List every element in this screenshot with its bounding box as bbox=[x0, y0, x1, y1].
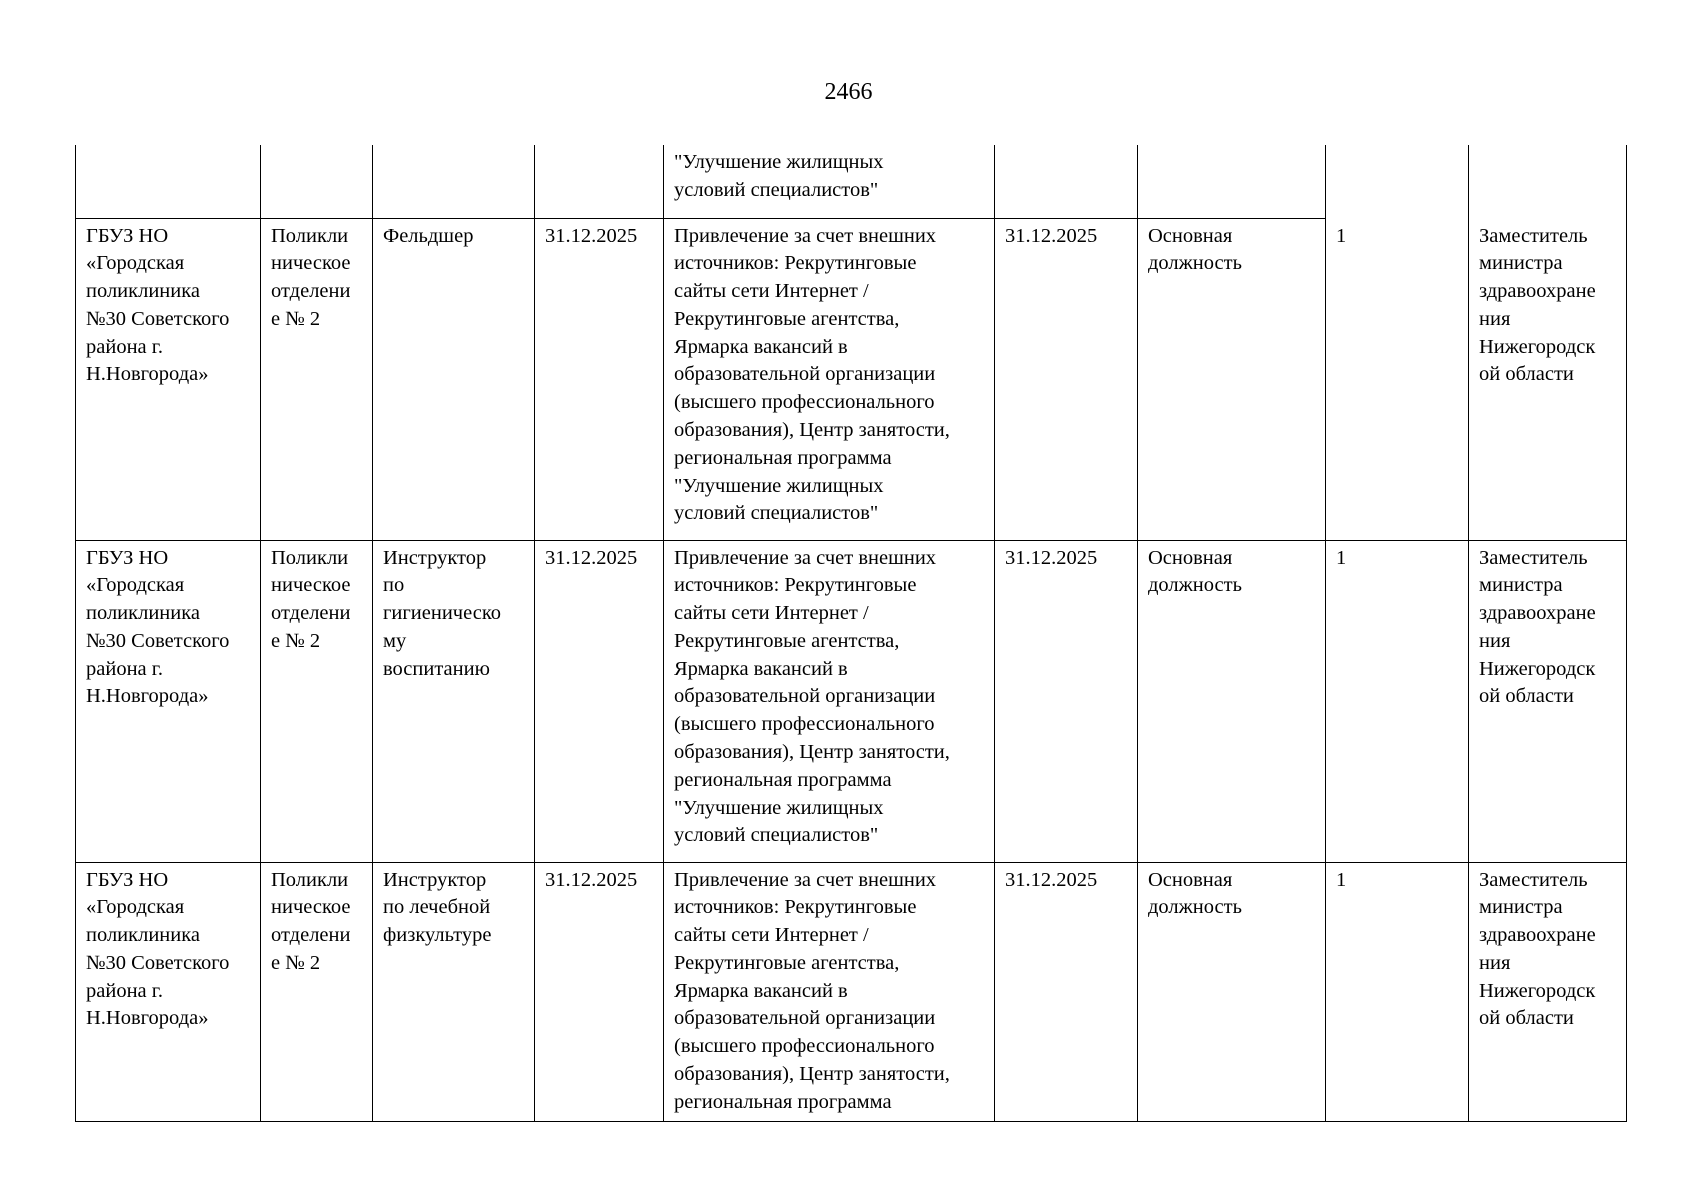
count-text: 1 bbox=[1336, 224, 1347, 247]
cell-job-type bbox=[1138, 862, 1326, 1121]
cell-responsible bbox=[1469, 540, 1627, 862]
cell-organization bbox=[76, 145, 261, 218]
date-text: 31.12.2025 bbox=[545, 868, 638, 891]
job-type-text: Основная должность bbox=[1148, 224, 1242, 275]
cell-responsible bbox=[1469, 862, 1627, 1121]
cell-count bbox=[1326, 862, 1469, 1121]
date-text: 31.12.2025 bbox=[545, 224, 638, 247]
position-text: Фельдшер bbox=[383, 224, 474, 247]
cell-job-type bbox=[1138, 540, 1326, 862]
job-type-text: Основная должность bbox=[1148, 546, 1242, 597]
cell-count bbox=[1326, 145, 1469, 218]
method-text: Привлечение за счет внешних источников: Рекрутинговые сайты сети Интернет / Рекрутинговые агентства, Ярмарка вакансий в образовательной организации (высшего профессионального образования), Центр занятости, региональная программа bbox=[674, 868, 950, 1113]
cell-date bbox=[535, 145, 664, 218]
cell-organization bbox=[76, 540, 261, 862]
responsible-text: Заместитель министра здравоохране ния Нижегородск ой области bbox=[1479, 546, 1596, 708]
organization-text: ГБУЗ НО «Городская поликлиника №30 Советского района г. Н.Новгорода» bbox=[86, 546, 230, 708]
cell-deadline bbox=[995, 218, 1138, 540]
cell-deadline bbox=[995, 145, 1138, 218]
department-text: Поликли ническое отделени е № 2 bbox=[271, 546, 351, 652]
responsible-text: Заместитель министра здравоохране ния Нижегородск ой области bbox=[1479, 868, 1596, 1030]
cell-responsible bbox=[1469, 218, 1627, 540]
cell-date bbox=[535, 540, 664, 862]
cell-position bbox=[373, 862, 535, 1121]
cell-position bbox=[373, 540, 535, 862]
method-text: Привлечение за счет внешних источников: Рекрутинговые сайты сети Интернет / Рекрутинговые агентства, Ярмарка вакансий в образовательной организации (высшего профессионального образования), Центр занятости, региональная программа "Улучшение жилищных условий специалистов" bbox=[674, 546, 950, 847]
position-text: Инструктор по лечебной физкультуре bbox=[383, 868, 492, 947]
cell-deadline bbox=[995, 540, 1138, 862]
cell-job-type bbox=[1138, 218, 1326, 540]
page-number: 2466 bbox=[824, 79, 873, 105]
table-row bbox=[76, 218, 1627, 540]
cell-department bbox=[261, 862, 373, 1121]
job-type-text: Основная должность bbox=[1148, 868, 1242, 919]
responsible-text: Заместитель министра здравоохране ния Нижегородск ой области bbox=[1479, 224, 1596, 386]
cell-organization bbox=[76, 218, 261, 540]
cell-date bbox=[535, 218, 664, 540]
table-row bbox=[76, 862, 1627, 1121]
department-text: Поликли ническое отделени е № 2 bbox=[271, 224, 351, 330]
table-row-continuation bbox=[76, 145, 1627, 218]
cell-method bbox=[664, 218, 995, 540]
deadline-text: 31.12.2025 bbox=[1005, 546, 1098, 569]
cell-responsible bbox=[1469, 145, 1627, 218]
organization-text: ГБУЗ НО «Городская поликлиника №30 Советского района г. Н.Новгорода» bbox=[86, 224, 230, 386]
cell-organization bbox=[76, 862, 261, 1121]
cell-date bbox=[535, 862, 664, 1121]
table-row bbox=[76, 540, 1627, 862]
organization-text: ГБУЗ НО «Городская поликлиника №30 Советского района г. Н.Новгорода» bbox=[86, 868, 230, 1030]
date-text: 31.12.2025 bbox=[545, 546, 638, 569]
count-text: 1 bbox=[1336, 868, 1347, 891]
cell-position bbox=[373, 145, 535, 218]
deadline-text: 31.12.2025 bbox=[1005, 224, 1098, 247]
count-text: 1 bbox=[1336, 546, 1347, 569]
vacancy-table bbox=[75, 145, 1627, 1122]
position-text: Инструктор по гигиеническо му воспитанию bbox=[383, 546, 501, 680]
department-text: Поликли ническое отделени е № 2 bbox=[271, 868, 351, 974]
cell-department bbox=[261, 540, 373, 862]
cell-method bbox=[664, 862, 995, 1121]
method-text: "Улучшение жилищных условий специалистов" bbox=[674, 151, 884, 201]
cell-position bbox=[373, 218, 535, 540]
cell-method bbox=[664, 540, 995, 862]
method-text: Привлечение за счет внешних источников: Рекрутинговые сайты сети Интернет / Рекрутинговые агентства, Ярмарка вакансий в образовательной организации (высшего профессионального образования), Центр занятости, региональная программа "Улучшение жилищных условий специалистов" bbox=[674, 224, 950, 525]
deadline-text: 31.12.2025 bbox=[1005, 868, 1098, 891]
cell-method bbox=[664, 145, 995, 218]
cell-count bbox=[1326, 540, 1469, 862]
cell-job-type bbox=[1138, 145, 1326, 218]
cell-deadline bbox=[995, 862, 1138, 1121]
cell-department bbox=[261, 218, 373, 540]
cell-department bbox=[261, 145, 373, 218]
cell-count bbox=[1326, 218, 1469, 540]
